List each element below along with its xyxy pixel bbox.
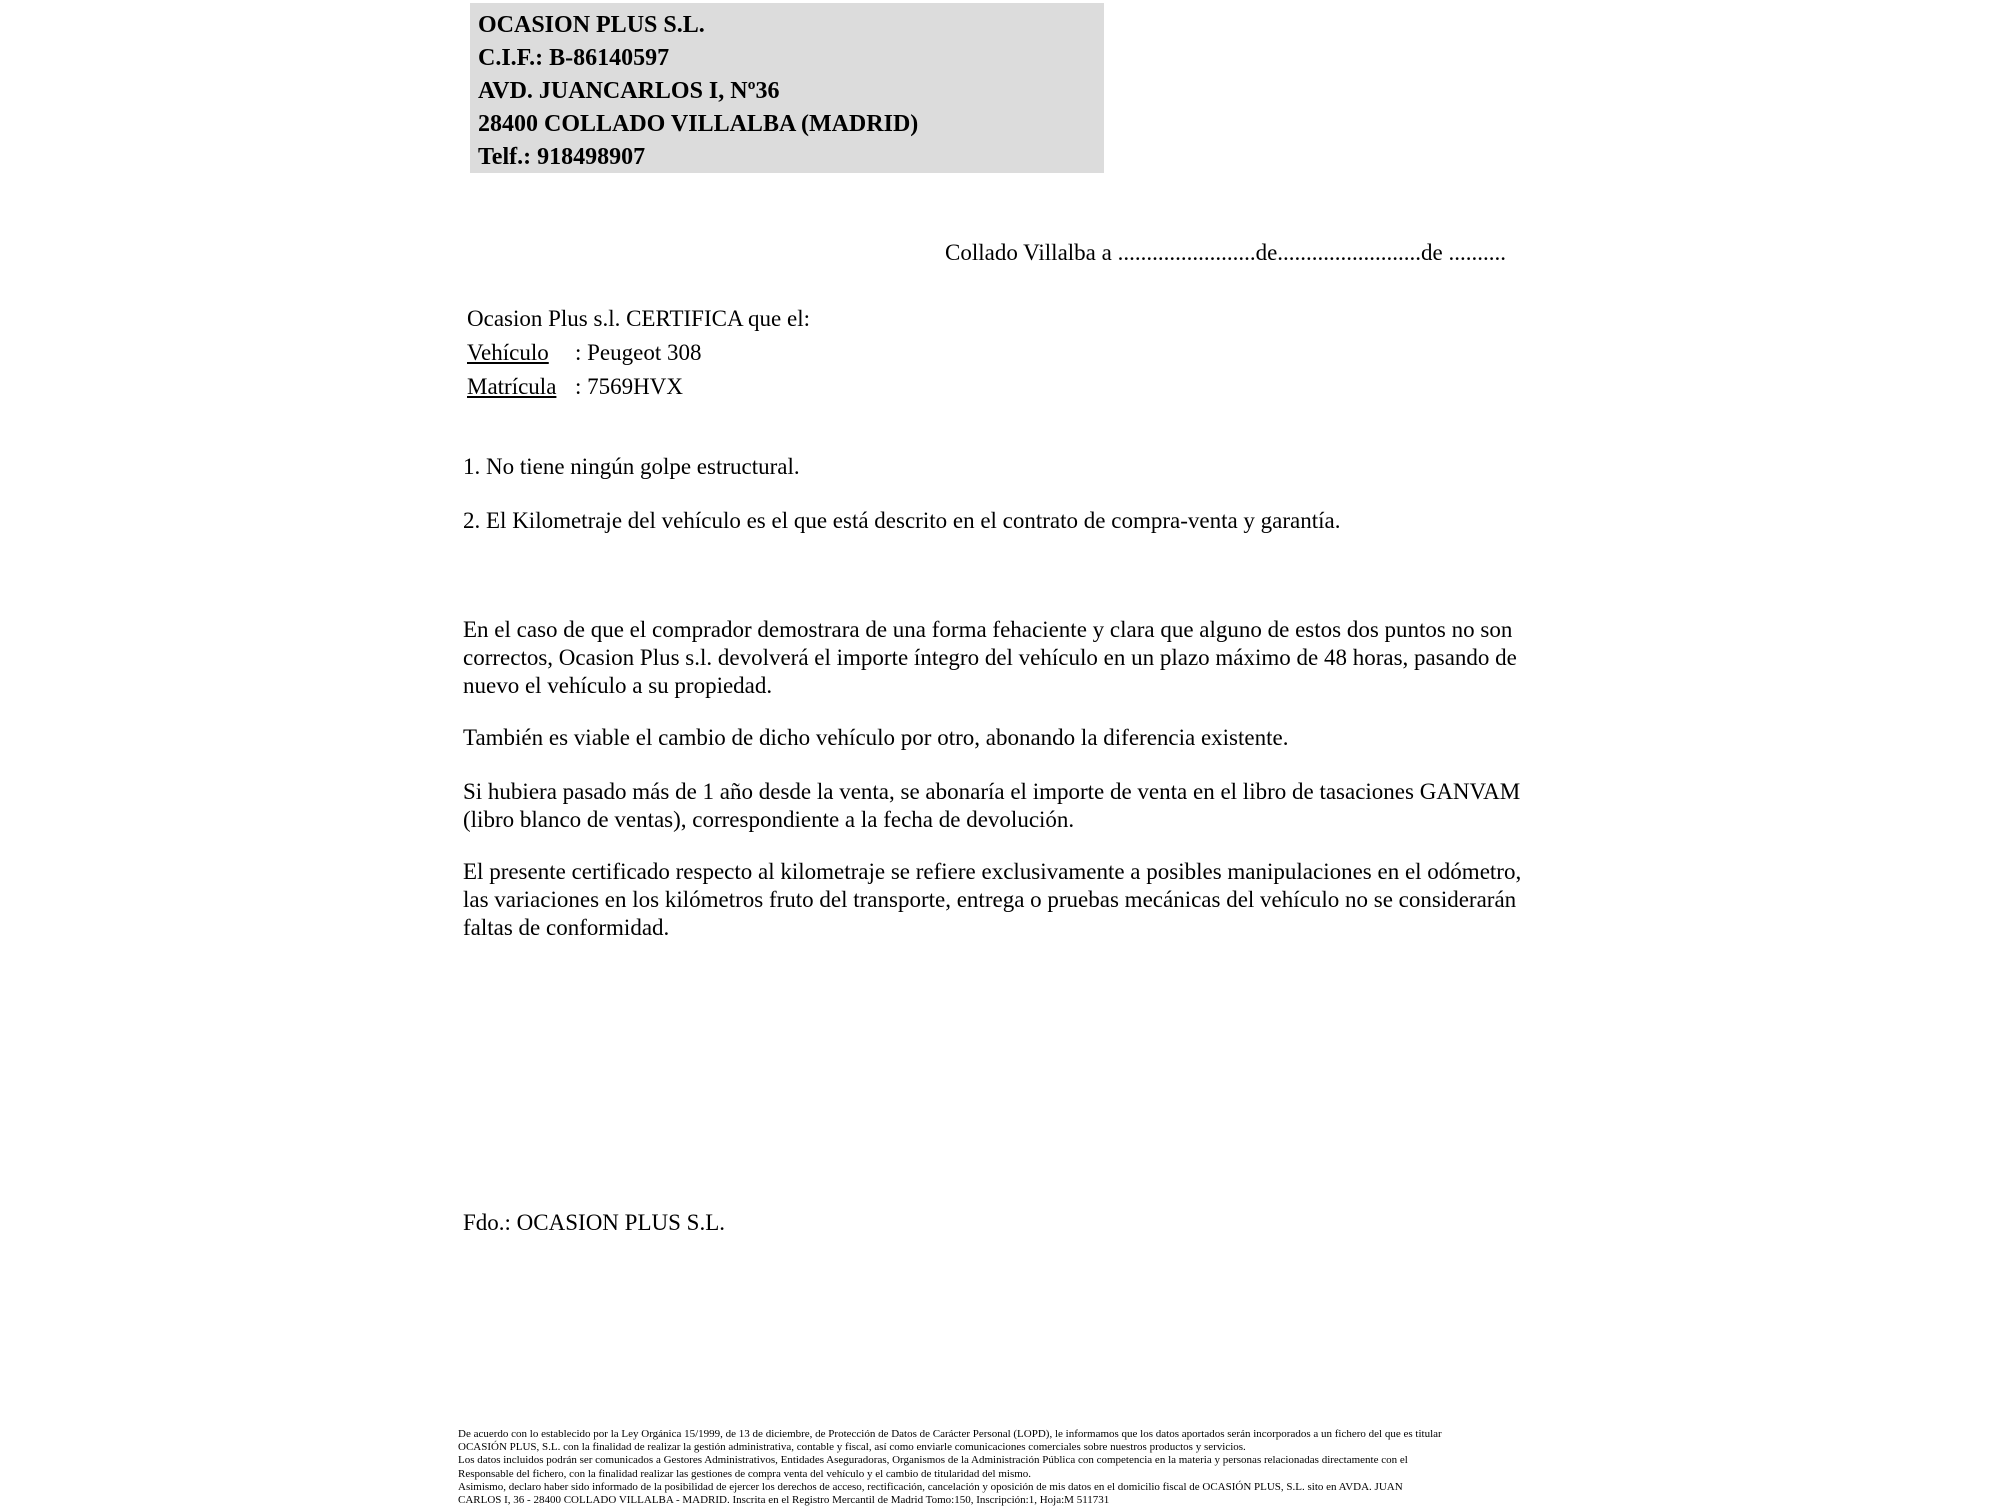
- certified-point-mileage: 2. El Kilometraje del vehículo es el que está descrito en el contrato de compra-venta y garantía.: [463, 508, 1341, 533]
- company-name: OCASION PLUS S.L.: [478, 12, 705, 38]
- company-address: AVD. JUANCARLOS I, Nº36: [478, 78, 780, 104]
- plate-value: : 7569HVX: [575, 374, 683, 399]
- paragraph-odometer-disclaimer: El presente certificado respecto al kilometraje se refiere exclusivamente a posibles manipulaciones en el odómetro, las variaciones en los kilómetros fruto del transporte, entrega o pruebas mecánicas del vehículo no se considerarán faltas de conformidad.: [463, 859, 1522, 940]
- company-phone: Telf.: 918498907: [478, 144, 646, 170]
- vehicle-value: : Peugeot 308: [575, 340, 702, 365]
- plate-row: [467, 370, 810, 404]
- certify-block: [467, 302, 810, 404]
- signature-line: Fdo.: OCASION PLUS S.L.: [463, 1210, 725, 1235]
- legal-footer-line: Los datos incluidos podrán ser comunicados a Gestores Administrativos, Entidades Aseguradoras, Organismos de la Administración Pública con competencia en la materia y personas relacionadas directamente con el: [458, 1454, 1408, 1467]
- company-city: 28400 COLLADO VILLALBA (MADRID): [478, 111, 919, 137]
- paragraph-exchange-option: También es viable el cambio de dicho vehículo por otro, abonando la diferencia existente.: [463, 725, 1289, 750]
- certified-point-structural: 1. No tiene ningún golpe estructural.: [463, 454, 800, 479]
- company-cif: C.I.F.: B-86140597: [478, 45, 670, 71]
- legal-footer: [458, 1428, 1558, 1507]
- legal-footer-line: De acuerdo con lo establecido por la Ley Orgánica 15/1999, de 13 de diciembre, de Protección de Datos de Carácter Personal (LOPD), le informamos que los datos aportados serán incorporados a un fichero del que es titular: [458, 1428, 1442, 1440]
- date-line: Collado Villalba a ........................de.........................de ..........: [945, 240, 1506, 265]
- paragraph-ganvam-valuation: Si hubiera pasado más de 1 año desde la venta, se abonaría el importe de venta en el libro de tasaciones GANVAM (libro blanco de ventas), correspondiente a la fecha de devolución.: [463, 779, 1521, 832]
- legal-footer-line: Responsable del fichero, con la finalidad realizar las gestiones de compra venta del vehículo y el cambio de titularidad del mismo.: [458, 1467, 1032, 1480]
- vehicle-label: Vehículo: [467, 340, 549, 365]
- legal-footer-line: CARLOS I, 36 - 28400 COLLADO VILLALBA - MADRID. Inscrita en el Registro Mercantil de Madrid Tomo:150, Inscripción:1, Hoja:M 511731: [458, 1494, 1110, 1507]
- certify-intro: Ocasion Plus s.l. CERTIFICA que el:: [467, 306, 810, 331]
- legal-footer-line: Asimismo, declaro haber sido informado de la posibilidad de ejercer los derechos de acceso, rectificación, cancelación y oposición de mis datos en el domicilio fiscal de OCASIÓN PLUS, S.L. sito en AVDA. JUAN: [458, 1480, 1403, 1493]
- plate-label: Matrícula: [467, 374, 557, 399]
- paragraph-refund-policy: En el caso de que el comprador demostrara de una forma fehaciente y clara que alguno de estos dos puntos no son correctos, Ocasion Plus s.l. devolverá el importe íntegro del vehículo en un plazo máximo de 48 horas, pasando de nuevo el vehículo a su propiedad.: [463, 617, 1517, 698]
- company-letterhead: [470, 3, 1104, 173]
- vehicle-row: [467, 336, 810, 370]
- legal-footer-line: OCASIÓN PLUS, S.L. con la finalidad de realizar la gestión administrativa, contable y fiscal, así como enviarle comunicaciones comerciales sobre nuestros productos y servicios.: [458, 1441, 1246, 1454]
